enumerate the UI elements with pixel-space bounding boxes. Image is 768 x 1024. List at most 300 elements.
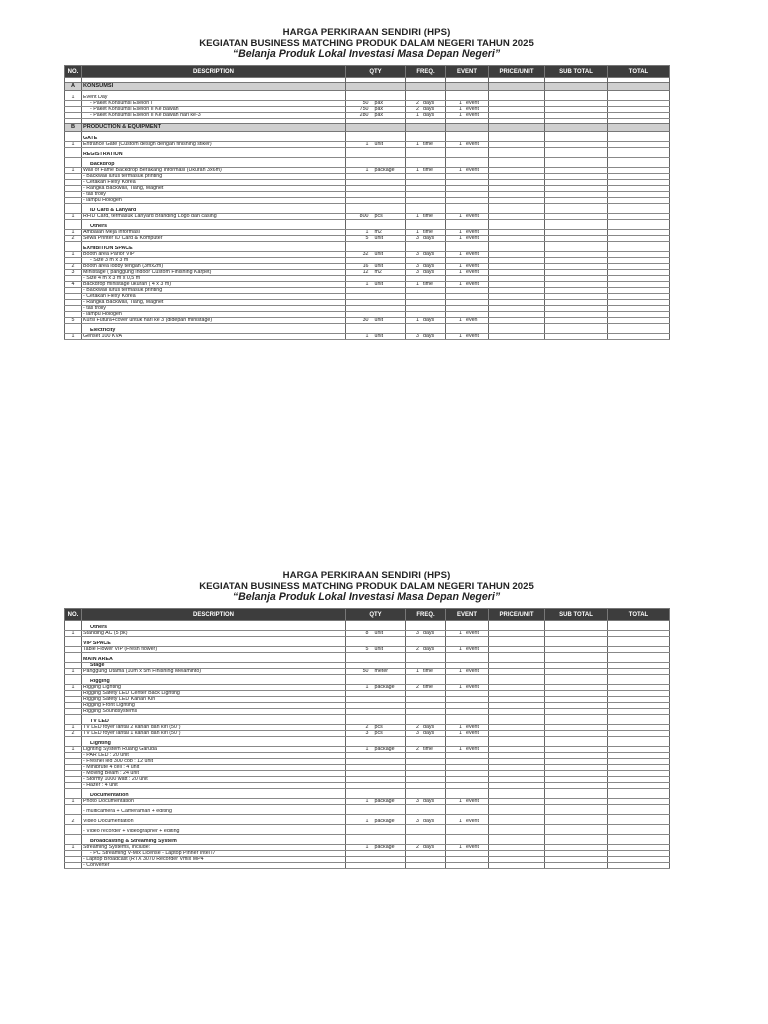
cell-no: 5: [65, 318, 82, 324]
cell-freq: [406, 230, 446, 236]
event-value: 1: [459, 317, 462, 324]
event-unit: event: [466, 100, 479, 107]
qty-value: 12: [362, 269, 369, 276]
event-value: 1: [459, 844, 462, 851]
cell-event: [446, 799, 489, 805]
event-unit: event: [466, 646, 479, 653]
cell-no: 1: [65, 799, 82, 805]
qty-value: 1: [365, 229, 369, 236]
cell-event: [446, 318, 489, 324]
cell-no: 1: [65, 669, 82, 675]
title-block: [64, 28, 669, 61]
cell-event: [446, 168, 489, 174]
cell-description: Table Flower VIP (Fresh flower): [82, 647, 346, 653]
qty-unit: pcs: [374, 730, 383, 737]
cell-qty: [346, 731, 406, 737]
cell-event: [446, 230, 489, 236]
cell-qty: [346, 318, 406, 324]
qty-unit: pax: [374, 106, 384, 113]
event-unit: event: [466, 112, 479, 119]
freq-unit: days: [423, 269, 435, 276]
cell-no: 2: [65, 731, 82, 737]
qty-value: 32: [362, 251, 369, 258]
cell-description: - Backwall lurus termasuk printing: [82, 288, 346, 294]
cell-description: Others: [82, 224, 346, 230]
freq-unit: days: [423, 333, 435, 340]
cell-event: [446, 236, 489, 242]
table-header: [65, 66, 670, 78]
column-header: EVENT: [446, 66, 489, 78]
cell-description: - Size 4 m x 3 m x 0,5 m: [82, 276, 346, 282]
cell-event: [446, 845, 489, 851]
cell-freq: [406, 264, 446, 270]
cell-description: ID Card & Lanyard: [82, 208, 346, 214]
cell-freq: [406, 270, 446, 276]
cell-description: - Paket Konsumsi Eselon I: [82, 101, 346, 107]
cell-description: - PC Streaming V-Mix License - Laptop Pinner Intel i7: [82, 851, 346, 857]
freq-unit: time: [423, 229, 434, 236]
cell-event: [446, 631, 489, 637]
qty-unit: package: [374, 684, 395, 691]
doc-subtitle: KEGIATAN BUSINESS MATCHING PRODUK DALAM NEGERI TAHUN 2025: [199, 37, 534, 49]
freq-value: 3: [416, 730, 419, 737]
cell-description: RFID Card, termasuk Lanyard Branding Logo dan casing: [82, 214, 346, 220]
cell-description: Photo Documentation: [82, 799, 346, 805]
cell-qty: [346, 819, 406, 825]
cell-no: 2: [65, 264, 82, 270]
qty-unit: pcs: [374, 724, 383, 731]
cell-description: Documentation: [82, 793, 346, 799]
cell-qty: [346, 669, 406, 675]
freq-unit: days: [423, 798, 435, 805]
freq-value: 3: [416, 333, 419, 340]
qty-unit: m2: [374, 229, 382, 236]
cell-description: - Stormy 1000 watt : 20 unit: [82, 777, 346, 783]
event-unit: event: [466, 141, 479, 148]
freq-unit: days: [423, 106, 435, 113]
cell-event: [446, 282, 489, 288]
cell-event: [446, 113, 489, 119]
cell-no: 1: [65, 747, 82, 753]
cell-description: REGISTRATION: [82, 152, 346, 158]
cell-event: [446, 270, 489, 276]
page-2: [64, 571, 669, 869]
event-unit: event: [466, 730, 479, 737]
freq-value: 1: [416, 167, 419, 174]
freq-value: 3: [416, 269, 419, 276]
qty-unit: pax: [374, 100, 384, 107]
event-unit: event: [466, 333, 479, 340]
cell-event: [446, 124, 489, 132]
qty-value: 1: [365, 141, 369, 148]
freq-unit: days: [423, 263, 435, 270]
event-value: 1: [459, 746, 462, 753]
cell-description: GATE: [82, 136, 346, 142]
qty-unit: pcs: [374, 213, 383, 220]
hps-table-page-2: [64, 608, 670, 869]
event-value: 1: [459, 333, 462, 340]
doc-tagline: “Belanja Produk Lokal Investasi Masa Depan Negeri”: [232, 591, 501, 604]
event-unit: event: [466, 167, 479, 174]
cell-description: Ambalan Meja informasi: [82, 230, 346, 236]
cell-no: 1: [65, 95, 82, 101]
qty-unit: unit: [374, 281, 384, 288]
column-header: FREQ.: [406, 66, 446, 78]
cell-qty: [346, 747, 406, 753]
cell-description: Rigging Lighting: [82, 685, 346, 691]
freq-unit: time: [423, 167, 434, 174]
cell-freq: [406, 669, 446, 675]
cell-description: Sewa Printer ID Card & Komputer: [82, 236, 346, 242]
cell-no: 3: [65, 270, 82, 276]
cell-event: [446, 647, 489, 653]
event-value: 1: [459, 684, 462, 691]
freq-unit: days: [423, 630, 435, 637]
event-unit: event: [466, 798, 479, 805]
cell-description: MAIN AREA: [82, 657, 346, 663]
cell-description: Ministage ( panggung indoor Custom Finishing Karpet): [82, 270, 346, 276]
qty-value: 3: [365, 730, 369, 737]
cell-description: Wall of Fame Backdrop Berakang Informasi (Ukuran 3x6m): [82, 168, 346, 174]
cell-description: Kursi Futura+cover untuk hari ke 3 (didepan ministage): [82, 318, 346, 324]
event-unit: event: [466, 281, 479, 288]
qty-value: 1: [365, 167, 369, 174]
cell-no: 1: [65, 142, 82, 148]
cell-description: EXHIBITION SPACE: [82, 246, 346, 252]
cell-freq: [406, 647, 446, 653]
cell-qty: [346, 83, 406, 91]
event-unit: event: [466, 263, 479, 270]
freq-value: 3: [416, 630, 419, 637]
cell-freq: [406, 685, 446, 691]
freq-value: 1: [416, 317, 419, 324]
freq-value: 2: [416, 100, 419, 107]
event-unit: event: [466, 724, 479, 731]
cell-no: 1: [65, 230, 82, 236]
qty-value: 1: [365, 798, 369, 805]
cell-qty: [346, 168, 406, 174]
cell-description: - Paket Konsumsi Eselon II Ke bawah hari ke-3: [82, 113, 346, 119]
freq-value: 2: [416, 106, 419, 113]
freq-value: 1: [416, 213, 419, 220]
cell-price-unit: [489, 863, 545, 869]
qty-value: 800: [359, 213, 369, 220]
cell-no: 1: [65, 631, 82, 637]
freq-value: 1: [416, 668, 419, 675]
event-value: 1: [459, 646, 462, 653]
cell-event: [446, 107, 489, 113]
cell-qty: [346, 264, 406, 270]
event-value: 1: [459, 251, 462, 258]
cell-description: Others: [82, 625, 346, 631]
qty-value: 1: [365, 684, 369, 691]
cell-description: - Size 3 m x 3 m: [82, 258, 346, 264]
qty-unit: package: [374, 819, 395, 825]
cell-event: [446, 819, 489, 825]
cell-price-unit: [489, 83, 545, 91]
event-value: 1: [459, 281, 462, 288]
event-unit: event: [466, 213, 479, 220]
qty-unit: unit: [374, 251, 384, 258]
doc-subtitle: KEGIATAN BUSINESS MATCHING PRODUK DALAM NEGERI TAHUN 2025: [199, 580, 534, 592]
cell-event: [446, 669, 489, 675]
freq-unit: time: [423, 141, 434, 148]
freq-unit: time: [423, 746, 434, 753]
column-header: PRICE/UNIT: [489, 609, 545, 621]
cell-description: - Cetakan Flexy Korea: [82, 294, 346, 300]
cell-description: Standing AC (5 pk): [82, 631, 346, 637]
cell-description: Electricity: [82, 328, 346, 334]
cell-description: Rigging Safety LED Center Back Lighting: [82, 691, 346, 697]
freq-value: 2: [416, 724, 419, 731]
column-header: TOTAL: [608, 609, 670, 621]
column-header: NO.: [65, 609, 82, 621]
event-value: 1: [459, 229, 462, 236]
cell-description: Rigging Soundsystems: [82, 709, 346, 715]
cell-qty: [346, 863, 406, 869]
freq-unit: days: [423, 724, 435, 731]
event-unit: event: [466, 229, 479, 236]
event-unit: event: [466, 269, 479, 276]
event-value: 1: [459, 141, 462, 148]
qty-unit: unit: [374, 317, 384, 324]
cell-freq: [406, 214, 446, 220]
cell-no: A: [65, 83, 82, 91]
cell-event: [446, 252, 489, 258]
qty-unit: unit: [374, 141, 384, 148]
cell-event: [446, 725, 489, 731]
event-unit: event: [466, 106, 479, 113]
cell-freq: [406, 101, 446, 107]
column-header: SUB TOTAL: [545, 609, 608, 621]
freq-value: 2: [416, 844, 419, 851]
qty-value: 1: [365, 819, 369, 825]
cell-description: TV LED foyer lantai 2 kanan dan kiri (50"): [82, 725, 346, 731]
event-value: 1: [459, 167, 462, 174]
event-unit: event: [466, 668, 479, 675]
cell-description: - lampu Hologen: [82, 312, 346, 318]
qty-value: 30: [362, 317, 369, 324]
cell-sub-total: [545, 334, 608, 340]
event-value: 1: [459, 668, 462, 675]
cell-description: - Converter: [82, 863, 346, 869]
qty-unit: package: [374, 746, 395, 753]
cell-description: Stage: [82, 663, 346, 669]
cell-freq: [406, 725, 446, 731]
qty-unit: package: [374, 844, 395, 851]
cell-description: Streaming Systems, include:: [82, 845, 346, 851]
freq-unit: days: [423, 819, 435, 825]
cell-description: Video Documentation: [82, 819, 346, 825]
title-block: [64, 571, 669, 604]
cell-description: - Hazer : 4 unit: [82, 783, 346, 789]
cell-description: - Laptop Broadcast (RTX 3070 Recorder Vmix MP4: [82, 857, 346, 863]
cell-description: - tas trolly: [82, 192, 346, 198]
doc-title: HARGA PERKIRAAN SENDIRI (HPS): [282, 27, 451, 38]
cell-description: Genset 100 KVA: [82, 334, 346, 340]
column-header: DESCRIPTION: [82, 66, 346, 78]
cell-event: [446, 264, 489, 270]
cell-freq: [406, 631, 446, 637]
freq-value: 3: [416, 798, 419, 805]
freq-value: 2: [416, 746, 419, 753]
section-row: [65, 124, 670, 132]
column-header: DESCRIPTION: [82, 609, 346, 621]
cell-description: - Backwall lurus termasuk printing: [82, 174, 346, 180]
cell-freq: [406, 252, 446, 258]
cell-event: [446, 83, 489, 91]
freq-unit: time: [423, 213, 434, 220]
cell-description: Booth area lobby tengah (3mx2m): [82, 264, 346, 270]
cell-no: 1: [65, 725, 82, 731]
cell-sub-total: [545, 863, 608, 869]
cell-event: [446, 747, 489, 753]
qty-value: 50: [362, 668, 369, 675]
column-header: EVENT: [446, 609, 489, 621]
cell-qty: [346, 142, 406, 148]
cell-no: 4: [65, 282, 82, 288]
cell-no: 2: [65, 236, 82, 242]
event-unit: event: [466, 630, 479, 637]
event-value: 1: [459, 213, 462, 220]
cell-description: TV LED foyer lantai 1 kanan dan kiri (50"): [82, 731, 346, 737]
qty-unit: unit: [374, 630, 384, 637]
table-row: [65, 863, 670, 869]
cell-no: 1: [65, 334, 82, 340]
cell-description: Booth area Parlor VIP: [82, 252, 346, 258]
table-header: [65, 609, 670, 621]
cell-qty: [346, 101, 406, 107]
cell-freq: [406, 236, 446, 242]
qty-unit: unit: [374, 235, 384, 242]
cell-no: B: [65, 124, 82, 132]
doc-title: HARGA PERKIRAAN SENDIRI (HPS): [282, 570, 451, 581]
cell-total: [608, 124, 670, 132]
event-value: 1: [459, 819, 462, 825]
event-value: 1: [459, 269, 462, 276]
freq-value: 1: [416, 229, 419, 236]
hps-table-page-1: [64, 65, 670, 340]
event-unit: event: [466, 819, 479, 825]
freq-unit: days: [423, 844, 435, 851]
cell-freq: [406, 799, 446, 805]
cell-total: [608, 83, 670, 91]
cell-qty: [346, 334, 406, 340]
cell-description: - multicamera + Cameraman + editing: [82, 809, 346, 815]
cell-qty: [346, 685, 406, 691]
event-value: 1: [459, 798, 462, 805]
cell-event: [446, 334, 489, 340]
freq-unit: days: [423, 112, 435, 119]
qty-value: 2: [365, 724, 369, 731]
freq-value: 3: [416, 235, 419, 242]
qty-value: 280: [359, 112, 369, 119]
cell-total: [608, 863, 670, 869]
freq-unit: days: [423, 251, 435, 258]
cell-no: 1: [65, 214, 82, 220]
table-row: [65, 334, 670, 340]
qty-unit: pax: [374, 112, 384, 119]
cell-description: Backdrop: [82, 162, 346, 168]
qty-value: 8: [365, 630, 369, 637]
cell-description: - Fresnel led 300 cob : 12 unit: [82, 759, 346, 765]
cell-sub-total: [545, 124, 608, 132]
cell-freq: [406, 845, 446, 851]
cell-event: [446, 101, 489, 107]
cell-description: - lampu Hologen: [82, 198, 346, 204]
cell-freq: [406, 334, 446, 340]
cell-no: 1: [65, 845, 82, 851]
freq-unit: days: [423, 730, 435, 737]
cell-description: - Rangka Backwall, Tiang, Magnet: [82, 186, 346, 192]
cell-freq: [406, 83, 446, 91]
cell-qty: [346, 230, 406, 236]
cell-description: Lighting: [82, 741, 346, 747]
cell-event: [446, 863, 489, 869]
freq-value: 2: [416, 646, 419, 653]
cell-description: VIP SPACE: [82, 641, 346, 647]
qty-value: 1: [365, 844, 369, 851]
cell-no: 1: [65, 685, 82, 691]
cell-event: [446, 685, 489, 691]
qty-value: 1: [365, 333, 369, 340]
cell-description: - Cetakan Flexy Korea: [82, 180, 346, 186]
event-value: 1: [459, 100, 462, 107]
cell-description: KONSUMSI: [82, 83, 346, 91]
freq-unit: days: [423, 100, 435, 107]
qty-unit: unit: [374, 263, 384, 270]
cell-freq: [406, 863, 446, 869]
freq-unit: days: [423, 646, 435, 653]
event-unit: event: [466, 746, 479, 753]
cell-description: PRODUCTION & EQUIPMENT: [82, 124, 346, 132]
cell-description: - Paket Konsumsi Eselon II Ke bawah: [82, 107, 346, 113]
cell-description: Event Day: [82, 95, 346, 101]
qty-unit: unit: [374, 646, 384, 653]
freq-unit: days: [423, 317, 435, 324]
page-1: [64, 28, 669, 340]
cell-total: [608, 334, 670, 340]
cell-qty: [346, 113, 406, 119]
cell-event: [446, 142, 489, 148]
event-value: 1: [459, 263, 462, 270]
freq-unit: time: [423, 668, 434, 675]
freq-value: 1: [416, 281, 419, 288]
event-unit: even: [466, 317, 478, 324]
cell-description: - PAR LED : 20 unit: [82, 753, 346, 759]
cell-description: - Minibrute 4 cell : 4 unit: [82, 765, 346, 771]
event-value: 1: [459, 106, 462, 113]
cell-freq: [406, 731, 446, 737]
column-header: SUB TOTAL: [545, 66, 608, 78]
qty-value: 5: [365, 235, 369, 242]
cell-description: TV LED: [82, 719, 346, 725]
cell-qty: [346, 282, 406, 288]
cell-description: Rigging: [82, 679, 346, 685]
qty-value: 1: [365, 281, 369, 288]
event-value: 1: [459, 730, 462, 737]
cell-qty: [346, 647, 406, 653]
column-header: PRICE/UNIT: [489, 66, 545, 78]
column-header: QTY: [346, 66, 406, 78]
cell-description: Panggung Utama (10m x 5m Finishing Melaminto): [82, 669, 346, 675]
column-header: QTY: [346, 609, 406, 621]
doc-tagline: “Belanja Produk Lokal Investasi Masa Depan Negeri”: [232, 48, 501, 61]
cell-no: 1: [65, 168, 82, 174]
cell-description: Lighting System Ruang Garuda: [82, 747, 346, 753]
cell-qty: [346, 725, 406, 731]
cell-qty: [346, 107, 406, 113]
